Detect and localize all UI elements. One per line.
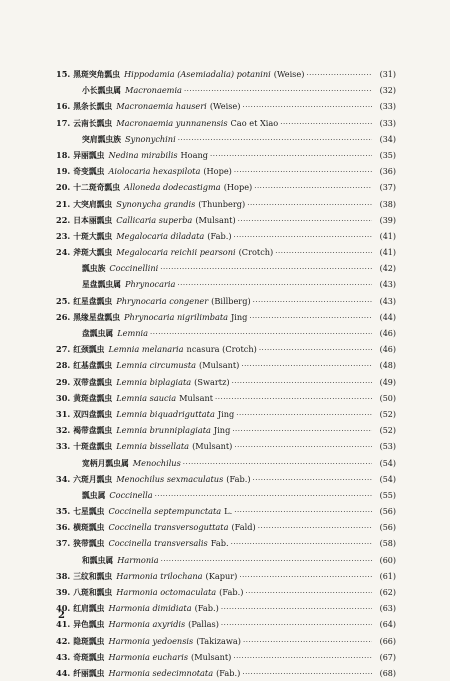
toc-entry bbox=[56, 163, 396, 179]
chinese-name: 瓢虫属 bbox=[82, 490, 106, 500]
chinese-name: 黑斑突角瓢虫 bbox=[73, 70, 121, 79]
page-reference: (46) bbox=[379, 345, 396, 355]
toc-entry bbox=[56, 357, 396, 373]
author: L. bbox=[224, 506, 233, 517]
chinese-name: 红基盘瓢虫 bbox=[73, 361, 113, 371]
toc-entry bbox=[56, 196, 396, 212]
author: Jing bbox=[213, 425, 231, 436]
toc-entry bbox=[56, 98, 396, 114]
scientific-name: Alloneda dodecastigma bbox=[124, 182, 221, 193]
toc-entry bbox=[56, 341, 396, 357]
toc-group-heading bbox=[56, 325, 396, 341]
leader-dots bbox=[231, 536, 372, 551]
scientific-name: Harmonia dimidiata bbox=[108, 603, 192, 614]
scientific-name: Macronaemia hauseri bbox=[116, 101, 207, 112]
page-reference: (41) bbox=[379, 248, 396, 258]
author: Jing bbox=[217, 408, 235, 419]
toc-entry bbox=[56, 438, 396, 454]
leader-dots bbox=[306, 67, 372, 82]
entry-number: 43. bbox=[56, 651, 71, 662]
entry-number: 18. bbox=[56, 149, 71, 160]
toc-entry bbox=[56, 147, 396, 163]
page-reference: (49) bbox=[379, 377, 396, 387]
page-reference: (58) bbox=[379, 539, 396, 549]
leader-dots bbox=[221, 617, 372, 632]
leader-dots bbox=[215, 391, 372, 406]
page-reference: (43) bbox=[379, 296, 396, 306]
chinese-name: 突肩瓢虫族 bbox=[82, 134, 121, 144]
chinese-name: 红颈瓢虫 bbox=[73, 345, 105, 355]
page-reference: (64) bbox=[379, 620, 396, 630]
author: (Fab.) bbox=[194, 603, 219, 614]
author: (Thunberg) bbox=[198, 198, 246, 209]
entry-number: 37. bbox=[56, 538, 71, 549]
entry-number: 20. bbox=[56, 182, 71, 193]
author: (Mulsant) bbox=[195, 214, 236, 225]
author: (Hope) bbox=[203, 166, 232, 177]
toc-group-heading bbox=[56, 260, 396, 276]
entry-number: 38. bbox=[56, 570, 71, 581]
page-reference: (48) bbox=[379, 361, 396, 371]
author: (Fab.) bbox=[216, 667, 241, 678]
author: (Swartz) bbox=[194, 376, 230, 387]
entry-number: 28. bbox=[56, 360, 71, 371]
leader-dots bbox=[232, 423, 372, 438]
leader-dots bbox=[241, 358, 372, 373]
scientific-name: Lemnia melanaria bbox=[108, 344, 184, 355]
entry-number: 33. bbox=[56, 441, 71, 452]
page-reference: (56) bbox=[379, 507, 396, 517]
toc-group-heading bbox=[56, 455, 396, 471]
toc-entry bbox=[56, 212, 396, 228]
chinese-name: 双四盘瓢虫 bbox=[73, 409, 113, 419]
scientific-name: Harmonia eucharis bbox=[108, 651, 189, 662]
leader-dots bbox=[184, 83, 372, 98]
entry-number: 31. bbox=[56, 408, 71, 419]
author: ncasura (Crotch) bbox=[186, 344, 257, 355]
page-reference: (66) bbox=[379, 636, 396, 646]
toc-group-heading bbox=[56, 82, 396, 98]
page-reference: (63) bbox=[379, 604, 396, 614]
toc-group-heading bbox=[56, 487, 396, 503]
toc-entry bbox=[56, 568, 396, 584]
chinese-name: 八斑和瓢虫 bbox=[73, 588, 113, 597]
scientific-name: Harmonia bbox=[117, 554, 159, 565]
author: (Fab.) bbox=[226, 473, 251, 484]
entry-number: 26. bbox=[56, 311, 71, 322]
page-reference: (44) bbox=[379, 312, 396, 322]
scientific-name: Harmonia sedecimnotata bbox=[108, 667, 214, 678]
scientific-name: Lemnia biquadriguttata bbox=[116, 408, 215, 419]
leader-dots bbox=[236, 407, 372, 422]
chinese-name: 双带盘瓢虫 bbox=[73, 377, 113, 387]
entry-number: 30. bbox=[56, 392, 71, 403]
chinese-name: 红肩瓢虫 bbox=[73, 604, 105, 614]
page-reference: (56) bbox=[379, 523, 396, 533]
leader-dots bbox=[253, 472, 372, 487]
page-reference: (52) bbox=[379, 426, 396, 436]
chinese-name: 星盘瓢虫属 bbox=[82, 280, 121, 290]
author: (Mulsant) bbox=[199, 360, 240, 371]
page-reference: (60) bbox=[379, 555, 396, 565]
author: (Mulsant) bbox=[191, 651, 232, 662]
scientific-name: Callicaria superba bbox=[116, 214, 193, 225]
chinese-name: 六斑月瓢虫 bbox=[73, 474, 113, 484]
toc-entry bbox=[56, 390, 396, 406]
scientific-name: Coccinella transversoguttata bbox=[108, 522, 229, 533]
scientific-name: Phrynocaria nigrilimbata bbox=[124, 311, 228, 322]
chinese-name: 七星瓢虫 bbox=[73, 507, 105, 517]
author: (Crotch) bbox=[238, 247, 274, 258]
toc-entry bbox=[56, 422, 396, 438]
toc-entry bbox=[56, 66, 396, 82]
scientific-name: Harmonia axyridis bbox=[108, 619, 186, 630]
page-reference: (53) bbox=[379, 442, 396, 452]
entry-number: 41. bbox=[56, 619, 71, 630]
leader-dots bbox=[243, 634, 372, 649]
leader-dots bbox=[234, 439, 372, 454]
page-reference: (32) bbox=[379, 86, 396, 96]
entry-number: 36. bbox=[56, 522, 71, 533]
toc-entry bbox=[56, 228, 396, 244]
chinese-name: 云南长瓢虫 bbox=[73, 118, 113, 128]
chinese-name: 黑缘星盘瓢虫 bbox=[73, 312, 121, 322]
leader-dots bbox=[242, 99, 372, 114]
entry-number: 15. bbox=[56, 69, 71, 79]
chinese-name: 奇变瓢虫 bbox=[73, 167, 105, 177]
leader-dots bbox=[210, 148, 372, 163]
author: (Weise) bbox=[273, 69, 305, 79]
leader-dots bbox=[245, 585, 372, 600]
entry-number: 19. bbox=[56, 166, 71, 177]
author: (Hope) bbox=[223, 182, 253, 193]
toc-entry bbox=[56, 374, 396, 390]
author: Cao et Xiao bbox=[230, 117, 279, 128]
chinese-name: 和瓢虫属 bbox=[82, 555, 114, 565]
page-reference: (54) bbox=[379, 458, 396, 468]
page-reference: (33) bbox=[379, 102, 396, 112]
scientific-name: Synonychini bbox=[124, 133, 176, 144]
scientific-name: Lemnia bbox=[117, 328, 149, 338]
chinese-name: 十斑盘瓢虫 bbox=[73, 442, 113, 452]
chinese-name: 斧斑大瓢虫 bbox=[73, 248, 113, 258]
entry-number: 27. bbox=[56, 344, 71, 355]
entry-number: 17. bbox=[56, 117, 71, 128]
author: (Kapur) bbox=[205, 570, 238, 581]
chinese-name: 三纹和瓢虫 bbox=[73, 571, 113, 581]
entry-number: 23. bbox=[56, 230, 71, 241]
page-reference: (43) bbox=[379, 280, 396, 290]
toc-entry bbox=[56, 665, 396, 681]
chinese-name: 狭带瓢虫 bbox=[73, 539, 105, 549]
chinese-name: 纤丽瓢虫 bbox=[73, 668, 105, 678]
leader-dots bbox=[183, 456, 372, 471]
chinese-name: 隐斑瓢虫 bbox=[73, 636, 105, 646]
leader-dots bbox=[259, 342, 372, 357]
toc-entry bbox=[56, 616, 396, 632]
scientific-name: Macronaemia bbox=[124, 85, 182, 96]
leader-dots bbox=[177, 277, 372, 292]
chinese-name: 大突肩瓢虫 bbox=[73, 199, 113, 209]
leader-dots bbox=[161, 553, 372, 568]
author: (Mulsant) bbox=[192, 441, 233, 452]
scientific-name: Aiolocaria hexaspilota bbox=[108, 166, 201, 177]
entry-number: 40. bbox=[56, 603, 71, 614]
toc-entry bbox=[56, 293, 396, 309]
toc-entry bbox=[56, 471, 396, 487]
scientific-name: Coccinella bbox=[109, 489, 153, 500]
scientific-name: Phrynocaria bbox=[124, 279, 176, 290]
author: (Billberg) bbox=[211, 295, 251, 306]
entry-number: 39. bbox=[56, 587, 71, 597]
scientific-name: Megalocaria reichii pearsoni bbox=[116, 247, 236, 258]
leader-dots bbox=[275, 245, 372, 260]
entry-number: 24. bbox=[56, 247, 71, 258]
author: (Takizawa) bbox=[196, 635, 241, 646]
page-reference: (31) bbox=[379, 70, 396, 79]
toc-entry bbox=[56, 535, 396, 551]
leader-dots bbox=[234, 164, 372, 179]
entry-number: 34. bbox=[56, 473, 71, 484]
author: (Fald) bbox=[231, 522, 256, 533]
leader-dots bbox=[155, 488, 372, 503]
page-reference: (38) bbox=[379, 199, 396, 209]
chinese-name: 横斑瓢虫 bbox=[73, 523, 105, 533]
author: (Weise) bbox=[209, 101, 241, 112]
page-reference: (42) bbox=[379, 264, 396, 274]
leader-dots bbox=[253, 294, 372, 309]
scientific-name: Harmonia octomaculata bbox=[116, 587, 217, 597]
leader-dots bbox=[234, 504, 372, 519]
chinese-name: 奇斑瓢虫 bbox=[73, 652, 105, 662]
page-reference: (37) bbox=[379, 183, 396, 193]
leader-dots bbox=[254, 180, 372, 195]
entry-number: 22. bbox=[56, 214, 71, 225]
toc-entry bbox=[56, 600, 396, 616]
scientific-name: Menochilus sexmaculatus bbox=[116, 473, 224, 484]
entry-number: 29. bbox=[56, 376, 71, 387]
leader-dots bbox=[249, 310, 372, 325]
chinese-name: 黑条长瓢虫 bbox=[73, 102, 113, 112]
leader-dots bbox=[221, 601, 372, 616]
page-reference: (61) bbox=[379, 571, 396, 581]
chinese-name: 宽柄月瓢虫属 bbox=[82, 458, 129, 468]
scientific-name: Megalocaria diladata bbox=[116, 230, 205, 241]
leader-dots bbox=[178, 132, 372, 147]
scientific-name: Coccinella septempunctata bbox=[108, 506, 222, 517]
toc-entry bbox=[56, 179, 396, 195]
entry-number: 35. bbox=[56, 506, 71, 517]
chinese-name: 异色瓢虫 bbox=[73, 620, 105, 630]
page-reference: (33) bbox=[379, 118, 396, 128]
scientific-name: Coccinella transversalis bbox=[108, 538, 208, 549]
toc-entry bbox=[56, 519, 396, 535]
page-reference: (34) bbox=[379, 134, 396, 144]
scientific-name: Lemnia biplagiata bbox=[116, 376, 192, 387]
page-reference: (35) bbox=[379, 150, 396, 160]
leader-dots bbox=[258, 520, 372, 535]
author: (Fab.) bbox=[207, 230, 232, 241]
toc-entry bbox=[56, 115, 396, 131]
entry-number: 16. bbox=[56, 101, 71, 112]
page-number: 2 bbox=[58, 610, 65, 621]
scientific-name: Synonycha grandis bbox=[116, 198, 196, 209]
leader-dots bbox=[238, 213, 372, 228]
toc-entry bbox=[56, 584, 396, 600]
chinese-name: 异丽瓢虫 bbox=[73, 150, 105, 160]
page-reference: (41) bbox=[379, 231, 396, 241]
chinese-name: 黄斑盘瓢虫 bbox=[73, 393, 113, 403]
author: Mulsant bbox=[179, 392, 214, 403]
chinese-name: 日本丽瓢虫 bbox=[73, 215, 113, 225]
page-reference: (62) bbox=[379, 588, 396, 597]
author: Jing bbox=[231, 311, 248, 322]
toc-entry bbox=[56, 503, 396, 519]
leader-dots bbox=[234, 229, 372, 244]
scientific-name: Nedina mirabilis bbox=[108, 149, 178, 160]
scientific-name: Coccinellini bbox=[109, 263, 159, 274]
chinese-name: 瓢虫族 bbox=[82, 264, 106, 274]
leader-dots bbox=[242, 666, 372, 681]
page-reference: (68) bbox=[379, 668, 396, 678]
toc-group-heading bbox=[56, 552, 396, 568]
scientific-name: Lemnia saucia bbox=[116, 392, 177, 403]
author: Fab. bbox=[210, 538, 229, 549]
leader-dots bbox=[233, 650, 372, 665]
scientific-name: Macronaemia yunnanensis bbox=[116, 117, 228, 128]
entry-number: 42. bbox=[56, 635, 71, 646]
page-reference: (39) bbox=[379, 215, 396, 225]
scientific-name: Menochilus bbox=[132, 457, 181, 468]
page-reference: (67) bbox=[379, 652, 396, 662]
leader-dots bbox=[160, 261, 372, 276]
scientific-name: Harmonia yedoensis bbox=[108, 635, 194, 646]
leader-dots bbox=[232, 375, 372, 390]
page-reference: (50) bbox=[379, 393, 396, 403]
leader-dots bbox=[150, 326, 372, 341]
table-of-contents bbox=[56, 66, 396, 681]
author: Hoang bbox=[180, 149, 209, 160]
chinese-name: 红星盘瓢虫 bbox=[73, 296, 113, 306]
page-reference: (54) bbox=[379, 474, 396, 484]
chinese-name: 盘瓢虫属 bbox=[82, 329, 114, 338]
chinese-name: 十二斑奇瓢虫 bbox=[73, 183, 121, 193]
toc-group-heading bbox=[56, 131, 396, 147]
chinese-name: 小长瓢虫属 bbox=[82, 86, 121, 96]
entry-number: 25. bbox=[56, 295, 71, 306]
toc-entry bbox=[56, 406, 396, 422]
chinese-name: 十斑大瓢虫 bbox=[73, 231, 113, 241]
entry-number: 32. bbox=[56, 425, 71, 436]
page-reference: (55) bbox=[379, 490, 396, 500]
author: (Fab.) bbox=[219, 587, 244, 597]
toc-group-heading bbox=[56, 276, 396, 292]
leader-dots bbox=[239, 569, 372, 584]
page-reference: (36) bbox=[379, 167, 396, 177]
toc-entry bbox=[56, 244, 396, 260]
scientific-name: Lemnia bissellata bbox=[116, 441, 190, 452]
page-reference: (46) bbox=[379, 329, 396, 338]
toc-entry bbox=[56, 633, 396, 649]
page-reference: (52) bbox=[379, 409, 396, 419]
scientific-name: Phrynocaria congener bbox=[116, 295, 209, 306]
entry-number: 44. bbox=[56, 667, 71, 678]
scientific-name: Harmonia trilochana bbox=[116, 570, 203, 581]
scientific-name: Lemnia brunniplagiata bbox=[116, 425, 211, 436]
chinese-name: 褐带盘瓢虫 bbox=[73, 426, 113, 436]
leader-dots bbox=[280, 116, 372, 131]
toc-entry bbox=[56, 309, 396, 325]
scientific-name: Lemnia circumusta bbox=[116, 360, 197, 371]
author: (Pallas) bbox=[188, 619, 219, 630]
leader-dots bbox=[247, 197, 372, 212]
scientific-name: Hippodamia (Asemiadalia) potanini bbox=[124, 69, 271, 79]
entry-number: 21. bbox=[56, 198, 71, 209]
